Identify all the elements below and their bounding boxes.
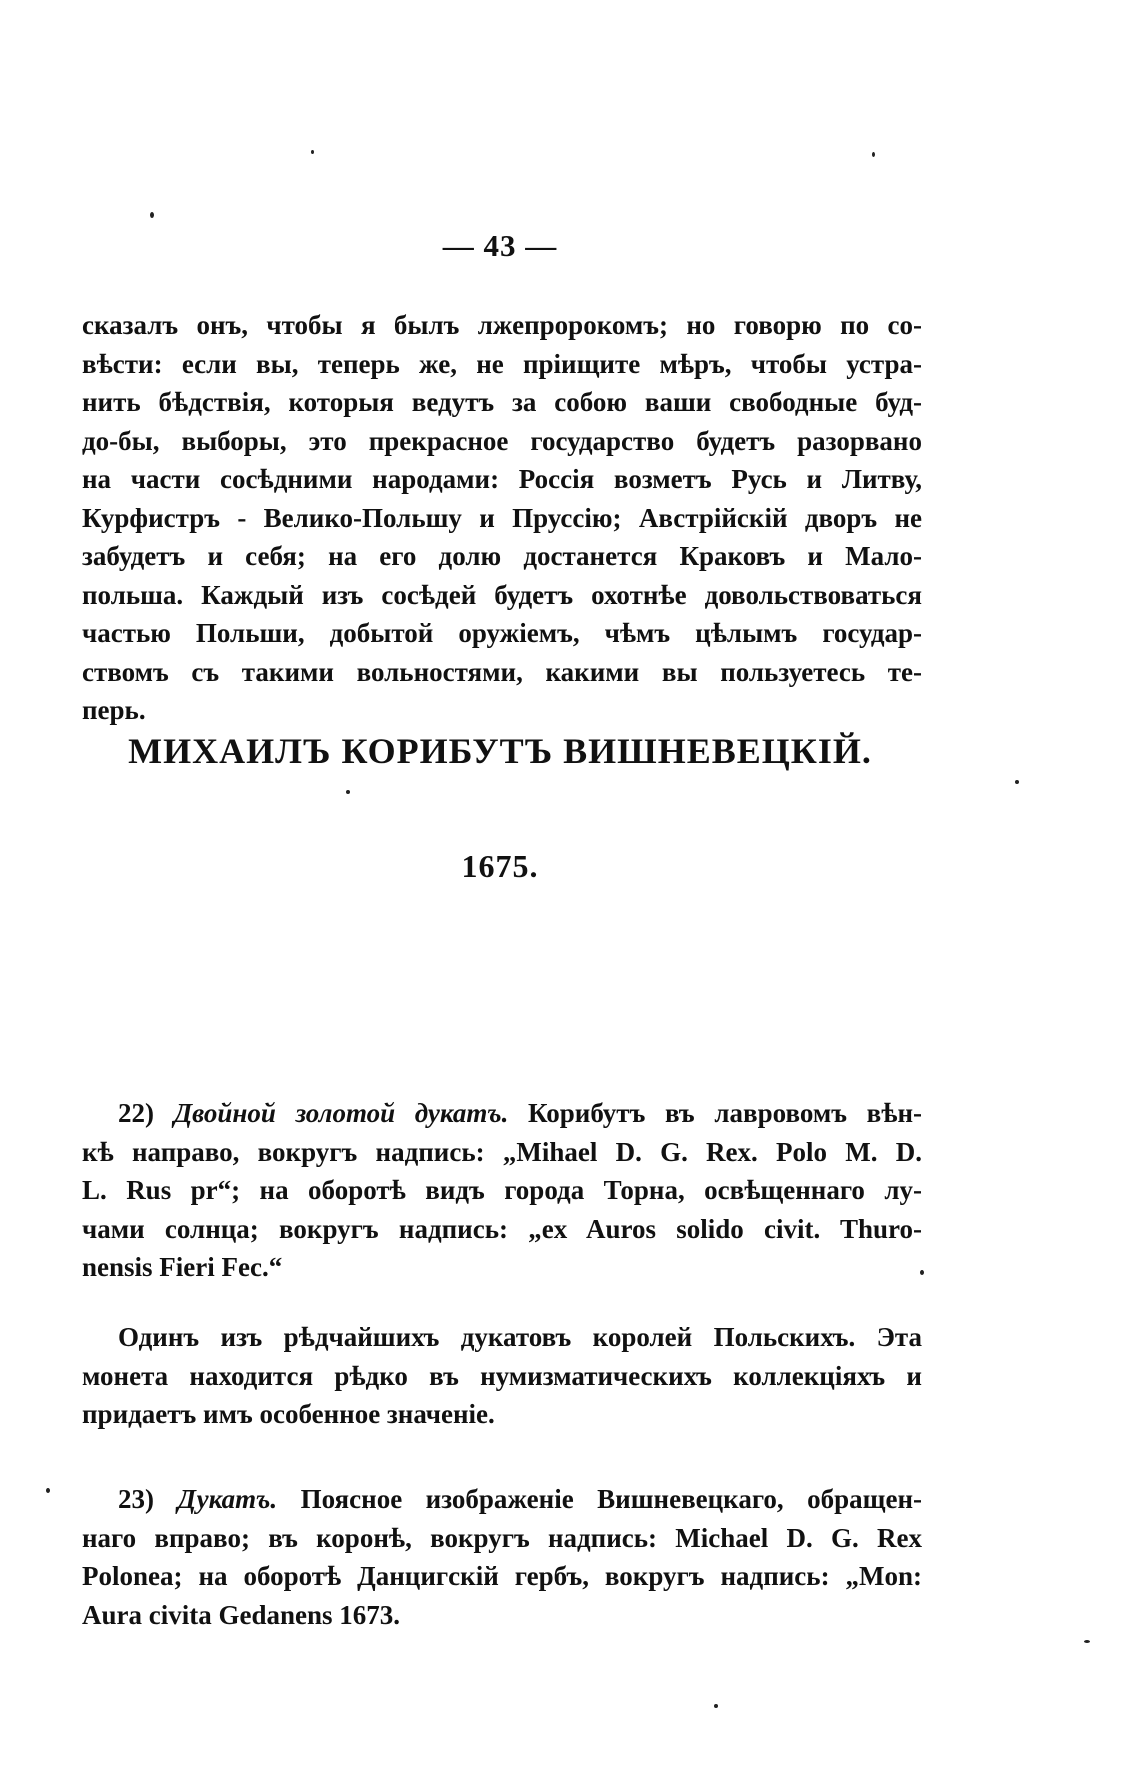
entry-first-line: [82, 1480, 922, 1519]
coin-name: Дукатъ.: [177, 1484, 278, 1514]
scan-speck: [1084, 1640, 1090, 1643]
text-line: польша. Каждый изъ сосѣдей будетъ охотнѣе довольствоваться: [82, 579, 922, 610]
scan-speck: [1015, 780, 1019, 784]
text-line: перь.: [82, 695, 146, 725]
text-line: сказалъ онъ, чтобы я былъ лжепророкомъ; но говорю по со-: [82, 310, 922, 340]
text-line: наго вправо; въ коронѣ, вокругъ надпись: Michael D. G. Rex: [82, 1522, 922, 1553]
section-heading: МИХАИЛЪ КОРИБУТЪ ВИШНЕВЕЦКІЙ.: [128, 731, 872, 771]
text-line: чами солнца; вокругъ надпись: „ex Auros solido civit. Thuro-: [82, 1213, 922, 1244]
coin-name: Двойной золотой дукатъ.: [173, 1098, 509, 1128]
scan-speck: [311, 150, 314, 154]
text-line: L. Rus pr“; на оборотѣ видъ города Торна, освѣщеннаго лу-: [82, 1175, 922, 1205]
text-line: ствомъ съ такими вольностями, какими вы пользуетесь те-: [82, 656, 922, 687]
text-line: Polonea; на оборотѣ Данцигскій гербъ, вокругъ надпись: „Mon:: [82, 1561, 922, 1591]
entry-text: Корибутъ въ лавровомъ вѣн-: [528, 1098, 922, 1128]
text-line: вѣсти: если вы, теперь же, не пріищите мѣръ, чтобы устра-: [82, 348, 922, 379]
text-line: до-бы, выборы, это прекрасное государство будетъ разорвано: [82, 425, 922, 456]
entry-number: 23): [118, 1484, 154, 1514]
entry-23: [82, 1480, 922, 1634]
text-line: придаетъ имъ особенное значеніе.: [82, 1399, 495, 1429]
note-22: [82, 1318, 922, 1434]
page-number: — 43 —: [442, 228, 558, 263]
entry-22: [82, 1094, 922, 1287]
section-year: 1675.: [461, 848, 539, 884]
entry-first-line: [82, 1094, 922, 1133]
scan-speck: [872, 152, 875, 157]
text-line: частью Польши, добытой оружіемъ, чѣмъ цѣлымъ государ-: [82, 618, 922, 648]
text-line: кѣ направо, вокругъ надпись: „Mihael D. G. Rex. Polo M. D.: [82, 1136, 922, 1167]
scan-speck: [150, 212, 154, 218]
intro-paragraph: [82, 306, 922, 730]
scan-speck: [714, 1704, 718, 1708]
text-line: Одинъ изъ рѣдчайшихъ дукатовъ королей Польскихъ. Эта: [118, 1322, 922, 1352]
entry-number: 22): [118, 1098, 154, 1128]
text-line: Курфистръ - Велико-Польшу и Пруссію; Австрійскій дворъ не: [82, 502, 922, 533]
text-line: Aura civita Gedanens 1673.: [82, 1599, 401, 1630]
text-line: на части сосѣдними народами: Россія возметъ Русь и Литву,: [82, 464, 922, 494]
text-line: нить бѣдствія, которыя ведутъ за собою ваши свободные буд-: [82, 387, 922, 417]
entry-text: Поясное изображеніе Вишневецкаго, обращен-: [300, 1484, 922, 1514]
scan-speck: [346, 790, 350, 794]
scan-speck: [46, 1488, 50, 1493]
text-line: монета находится рѣдко въ нумизматическихъ коллекціяхъ и: [82, 1360, 922, 1391]
text-line: nensis Fieri Fec.“: [82, 1252, 283, 1282]
text-line: забудетъ и себя; на его долю достанется Краковъ и Мало-: [82, 541, 922, 571]
